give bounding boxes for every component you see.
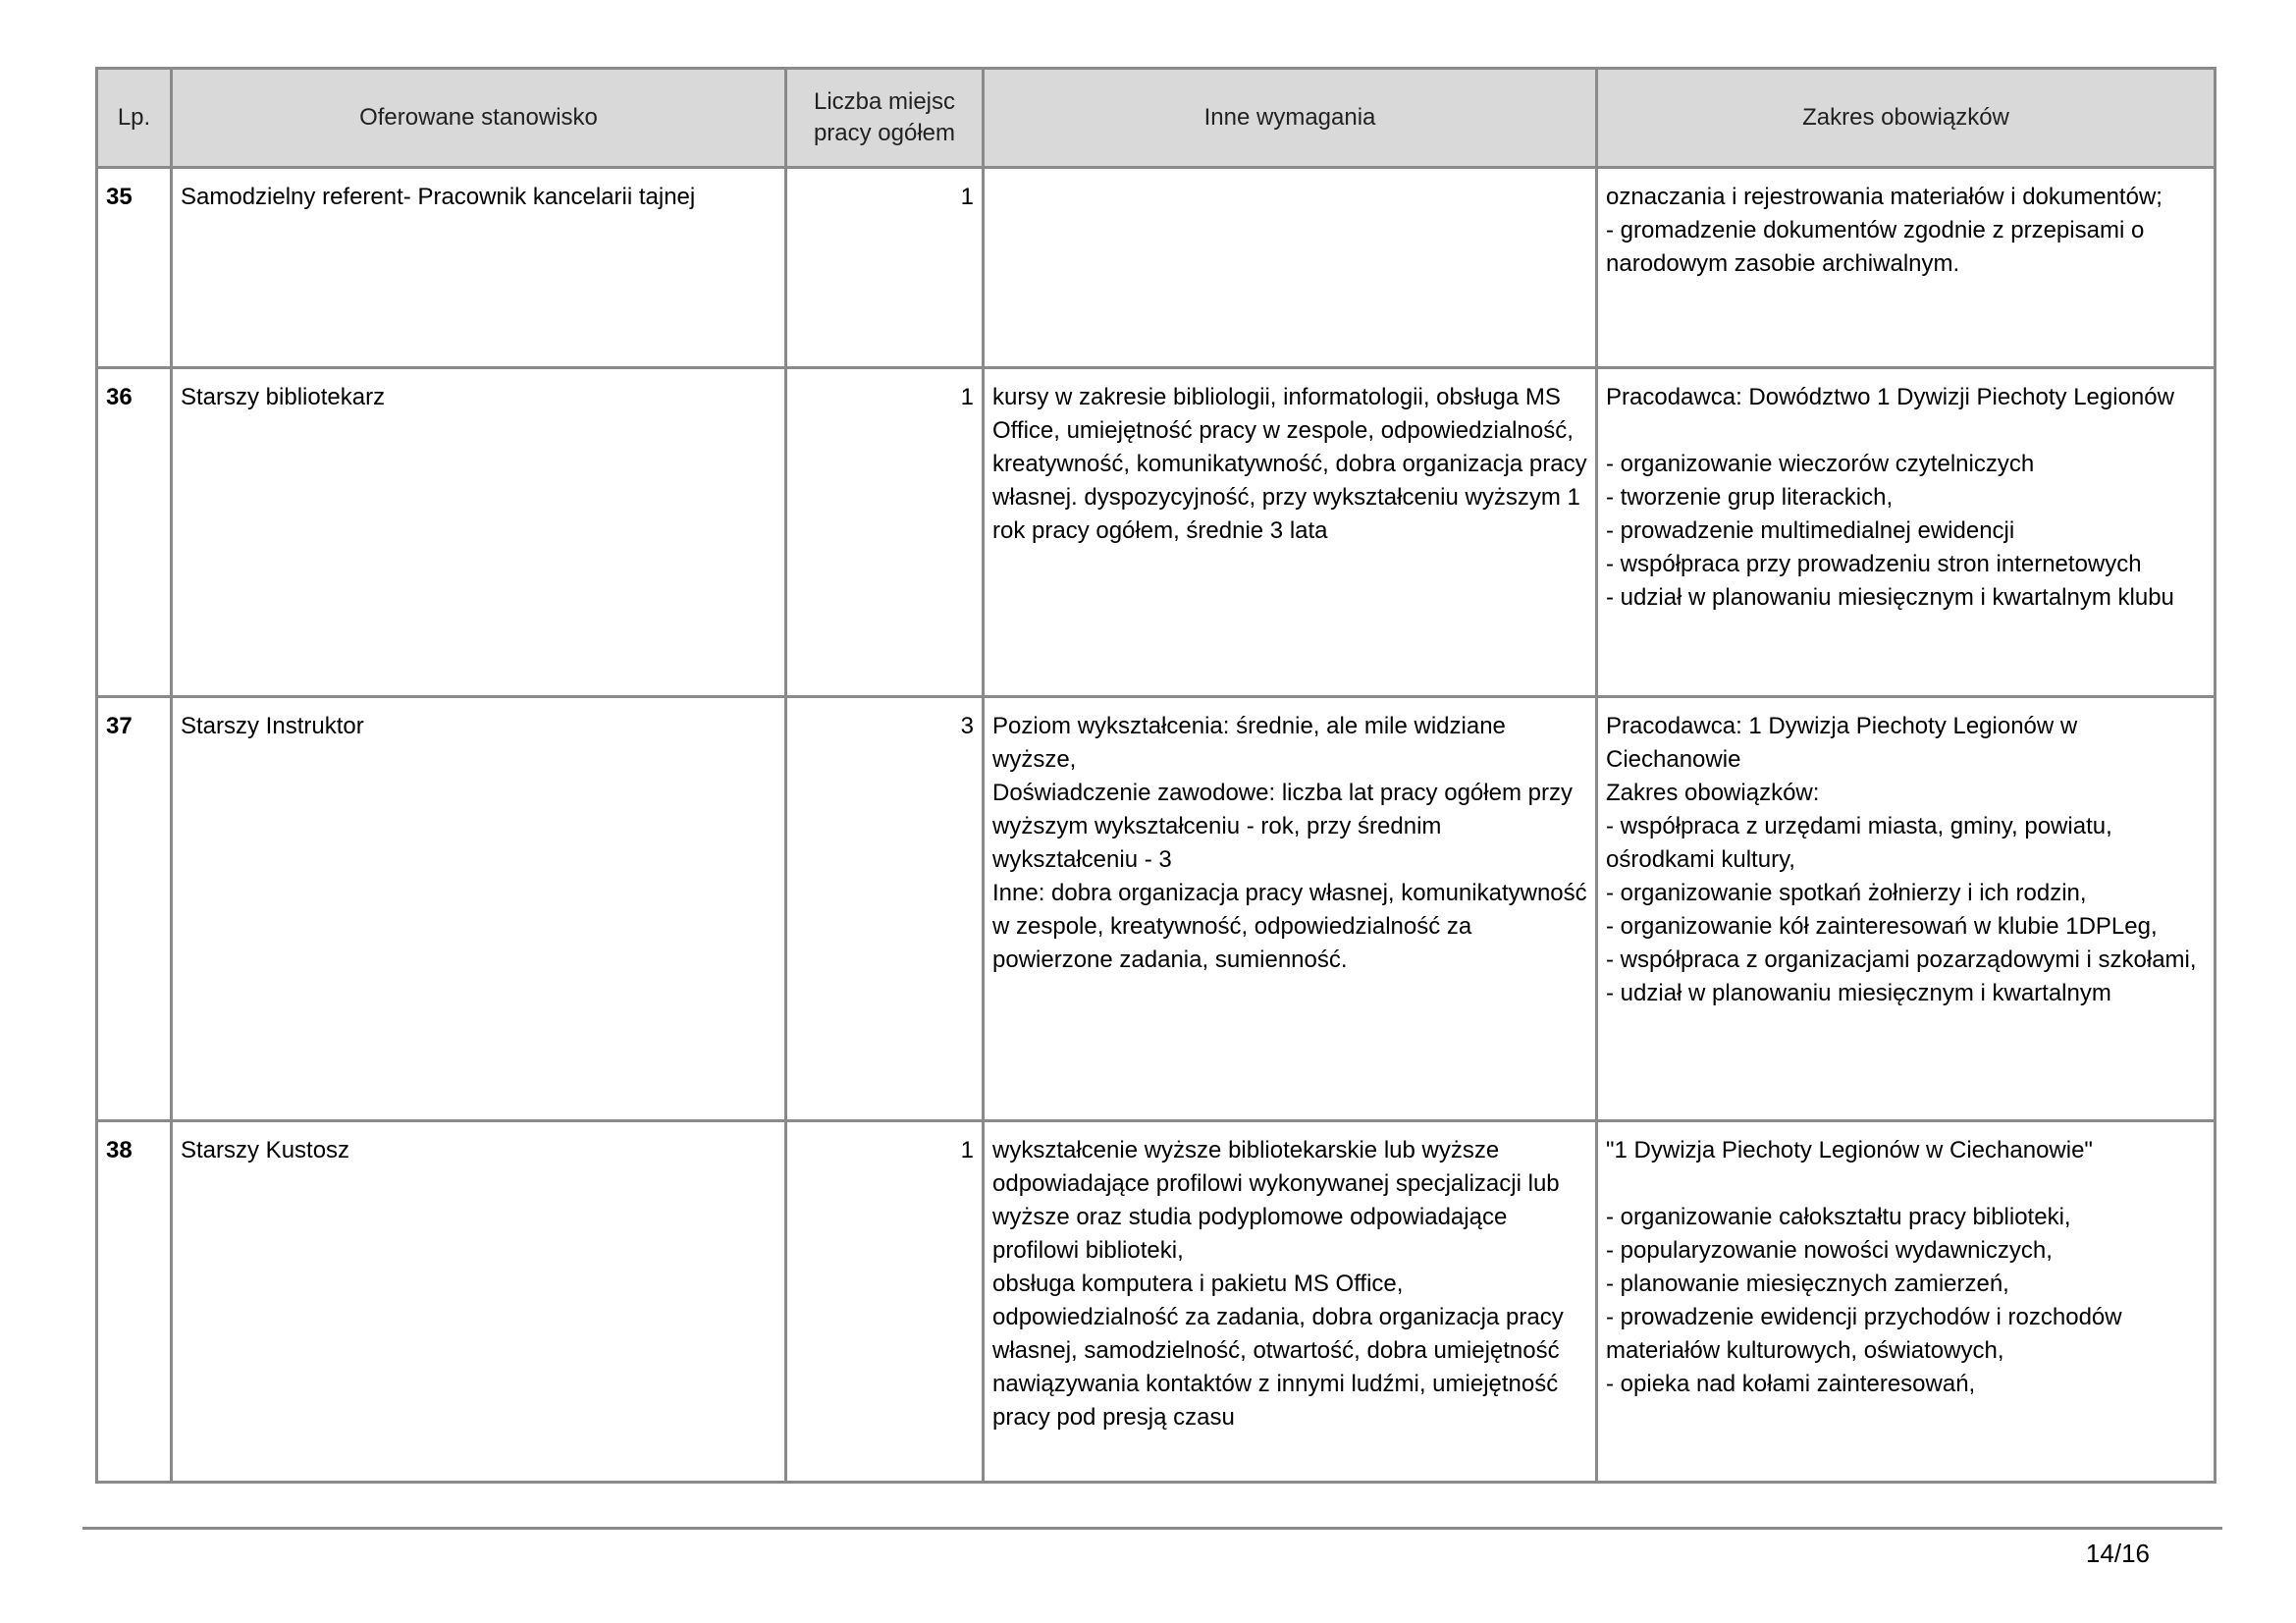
row-requirements: Poziom wykształcenia: średnie, ale mile widziane wyższe, Doświadczenie zawodowe: liczba lat pracy ogółem przy wyższym wykształceniu - rok, przy średnim wykształceniu - 3 Inne: dobra organizacja pracy własnej, komunikatywność w zespole, kreatywność, odpowiedzialność za powierzone zadania, sumienność.	[984, 697, 1597, 1121]
job-offers-table	[95, 67, 2216, 1484]
header-position: Oferowane stanowisko	[172, 69, 786, 168]
header-requirements: Inne wymagania	[984, 69, 1597, 168]
row-position: Starszy bibliotekarz	[172, 368, 786, 697]
row-count: 1	[786, 368, 984, 697]
row-count: 3	[786, 697, 984, 1121]
row-lp: 37	[97, 697, 172, 1121]
table-row	[97, 697, 2216, 1121]
row-lp: 38	[97, 1121, 172, 1483]
table-row	[97, 1121, 2216, 1483]
header-count: Liczba miejsc pracy ogółem	[786, 69, 984, 168]
row-duties: Pracodawca: 1 Dywizja Piechoty Legionów w Ciechanowie Zakres obowiązków: - współpraca z urzędami miasta, gminy, powiatu, ośrodkami kultury, - organizowanie spotkań żołnierzy i ich rodzin, - organizowanie kół zainteresowań w klubie 1DPLeg, - współpraca z organizacjami pozarządowymi i szkołami, - udział w planowaniu miesięcznym i kwartalnym	[1597, 697, 2216, 1121]
row-requirements: wykształcenie wyższe bibliotekarskie lub wyższe odpowiadające profilowi wykonywanej specjalizacji lub wyższe oraz studia podyplomowe odpowiadające profilowi biblioteki, obsługa komputera i pakietu MS Office, odpowiedzialność za zadania, dobra organizacja pracy własnej, samodzielność, otwartość, dobra umiejętność nawiązywania kontaktów z innymi ludźmi, umiejętność pracy pod presją czasu	[984, 1121, 1597, 1483]
row-lp: 35	[97, 168, 172, 368]
row-count: 1	[786, 168, 984, 368]
footer-divider	[82, 1527, 2222, 1530]
row-position: Starszy Kustosz	[172, 1121, 786, 1483]
row-count: 1	[786, 1121, 984, 1483]
row-duties: oznaczania i rejestrowania materiałów i dokumentów; - gromadzenie dokumentów zgodnie z przepisami o narodowym zasobie archiwalnym.	[1597, 168, 2216, 368]
row-position: Samodzielny referent- Pracownik kancelarii tajnej	[172, 168, 786, 368]
row-requirements	[984, 168, 1597, 368]
table-row	[97, 168, 2216, 368]
table-header-row	[97, 69, 2216, 168]
row-position: Starszy Instruktor	[172, 697, 786, 1121]
row-duties: Pracodawca: Dowództwo 1 Dywizji Piechoty Legionów - organizowanie wieczorów czytelniczych - tworzenie grup literackich, - prowadzenie multimedialnej ewidencji - współpraca przy prowadzeniu stron internetowych - udział w planowaniu miesięcznym i kwartalnym klubu	[1597, 368, 2216, 697]
header-lp: Lp.	[97, 69, 172, 168]
page-number: 14/16	[2085, 1539, 2150, 1568]
row-lp: 36	[97, 368, 172, 697]
header-duties: Zakres obowiązków	[1597, 69, 2216, 168]
row-duties: "1 Dywizja Piechoty Legionów w Ciechanowie" - organizowanie całokształtu pracy biblioteki, - popularyzowanie nowości wydawniczych, - planowanie miesięcznych zamierzeń, - prowadzenie ewidencji przychodów i rozchodów materiałów kulturowych, oświatowych, - opieka nad kołami zainteresowań,	[1597, 1121, 2216, 1483]
row-requirements: kursy w zakresie bibliologii, informatologii, obsługa MS Office, umiejętność pracy w zespole, odpowiedzialność, kreatywność, komunikatywność, dobra organizacja pracy własnej. dyspozycyjność, przy wykształceniu wyższym 1 rok pracy ogółem, średnie 3 lata	[984, 368, 1597, 697]
table-row	[97, 368, 2216, 697]
